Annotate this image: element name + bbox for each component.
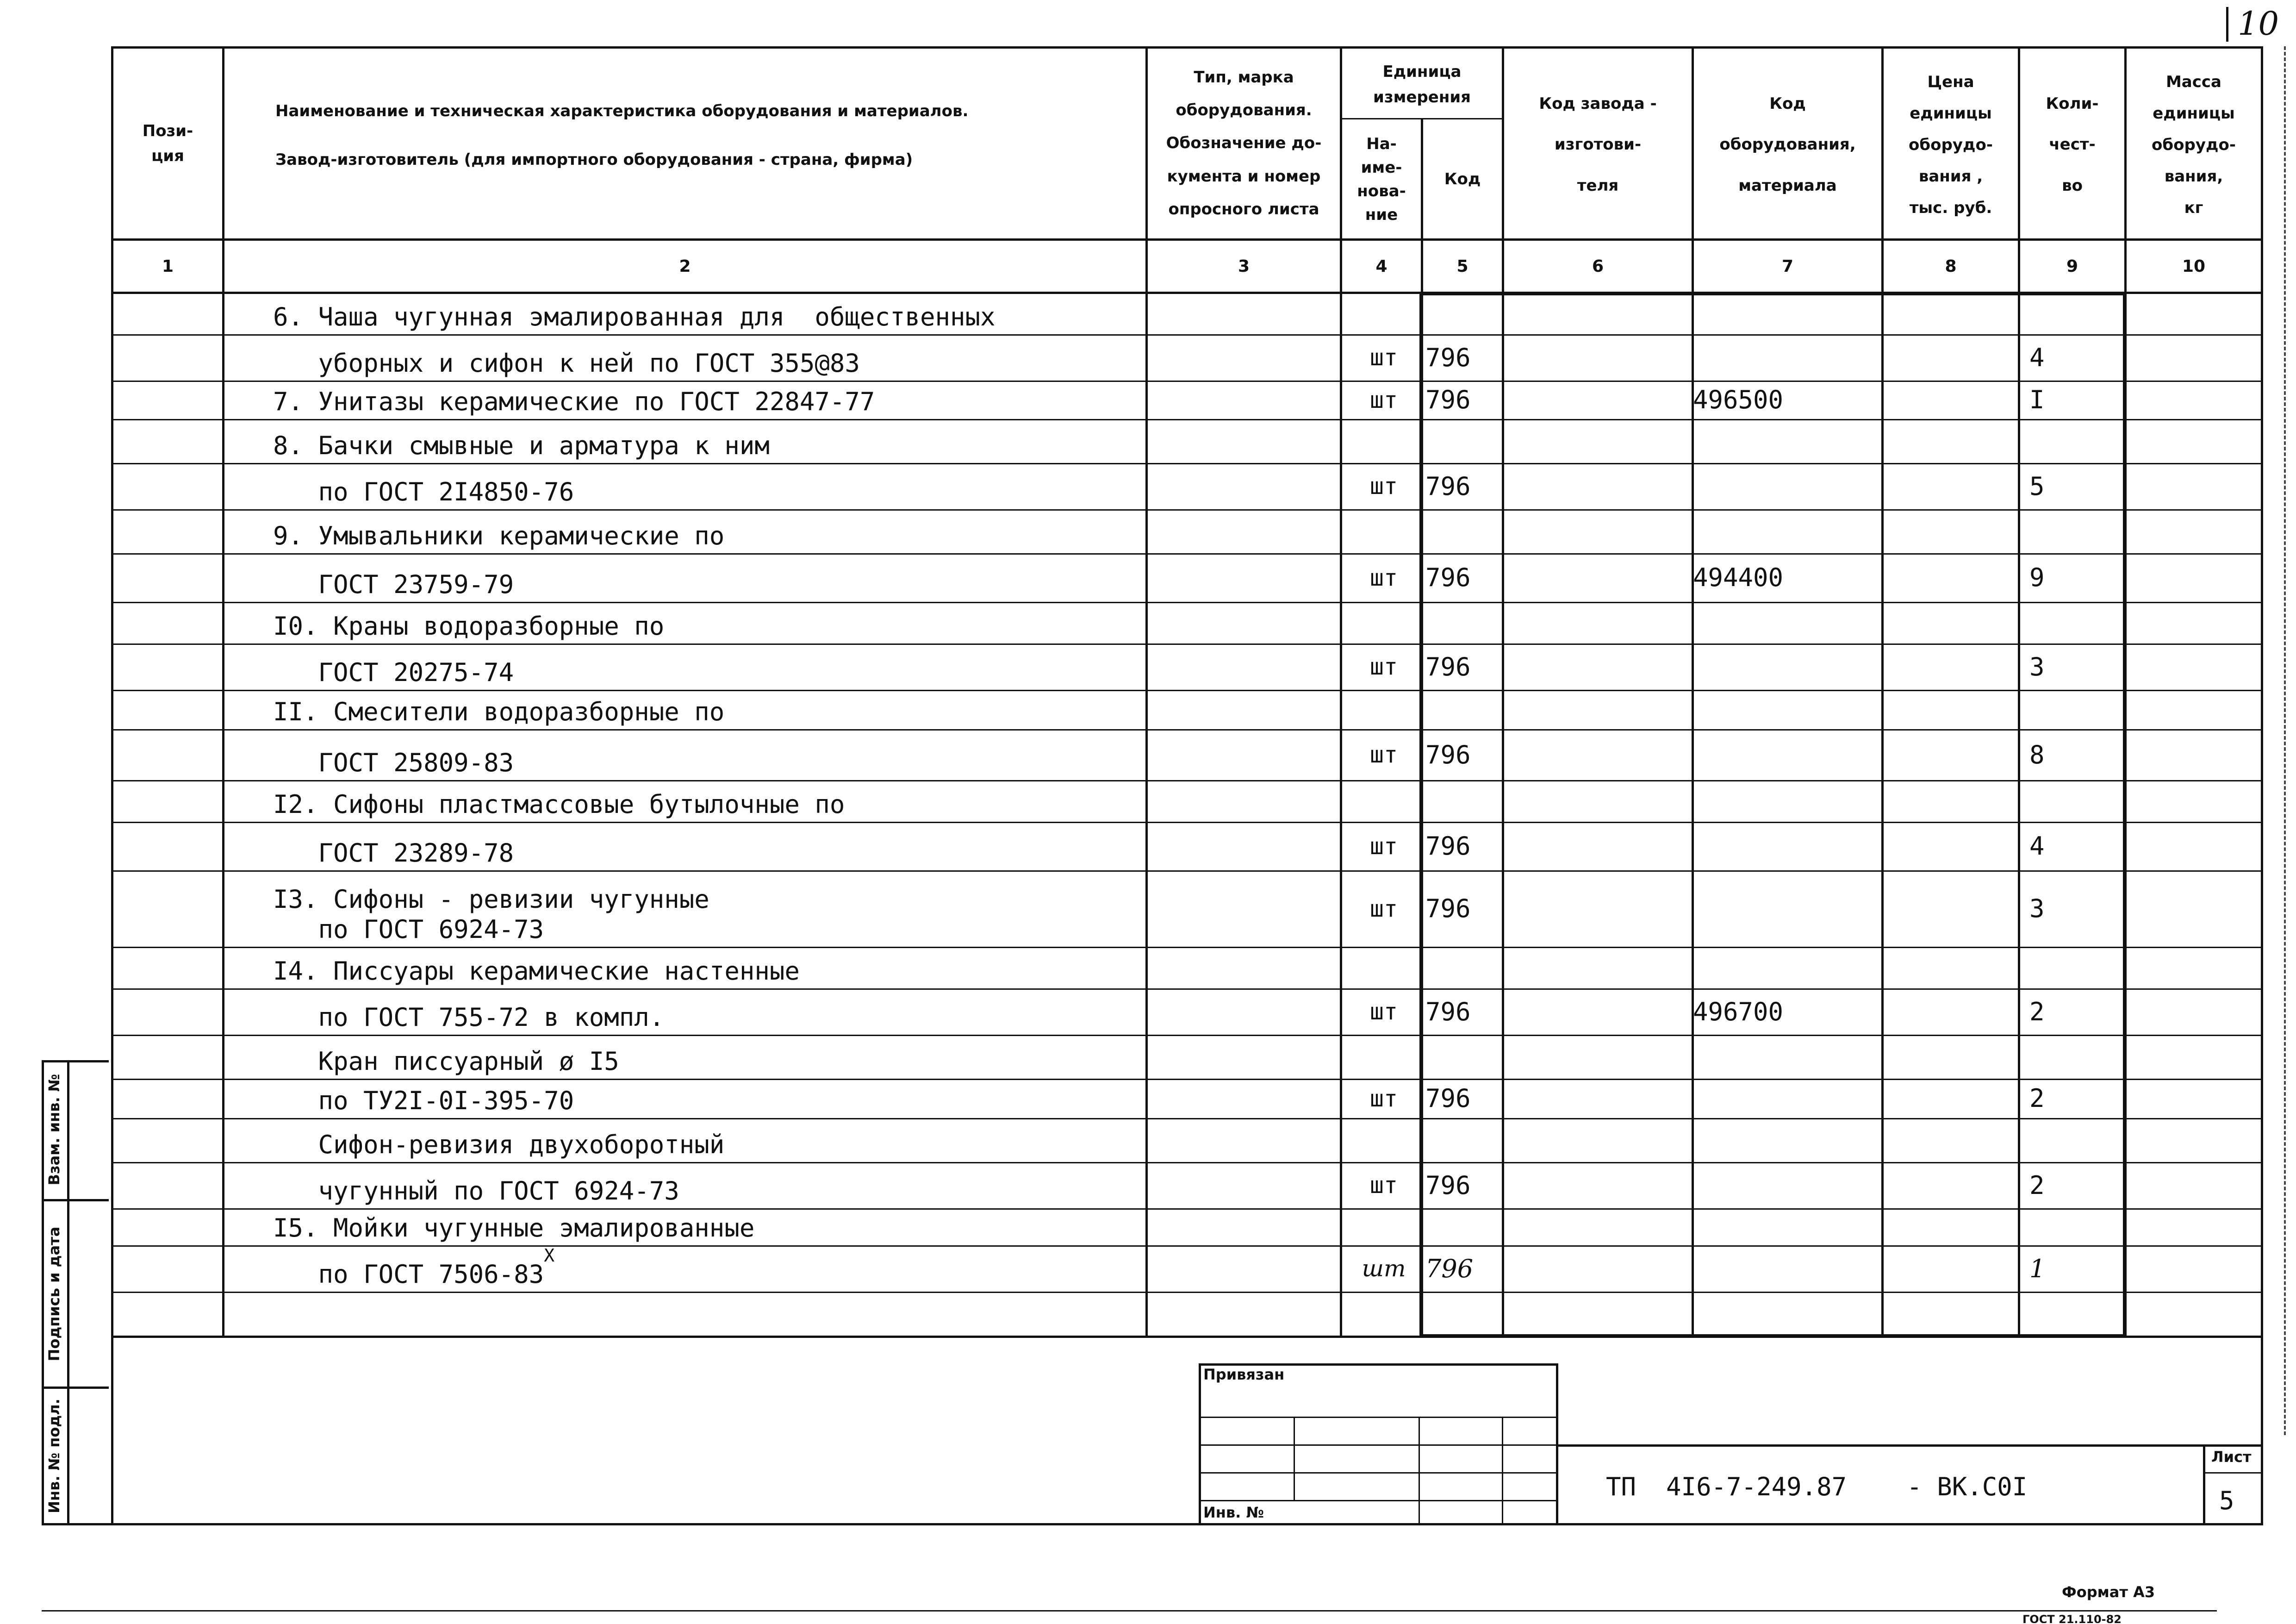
row-material-code: 494400 bbox=[1693, 563, 1784, 592]
col-number-7: 7 bbox=[1781, 256, 1794, 276]
row-quantity: 4 bbox=[2029, 831, 2045, 861]
row-unit: шт bbox=[1362, 1255, 1406, 1282]
row-code: 796 bbox=[1425, 1254, 1474, 1283]
stamp-line-1 bbox=[1199, 1417, 1557, 1418]
row-quantity bbox=[2029, 1035, 2124, 1079]
header-col2-line2: Завод-изготовитель (для импортного оборудования - страна, фирма) bbox=[275, 150, 913, 169]
row-name: I2. Сифоны пластмассовые бутылочные по bbox=[273, 790, 845, 819]
row-material-code bbox=[1693, 870, 1878, 947]
list-box-left bbox=[2203, 1444, 2205, 1525]
row-material-code bbox=[1693, 334, 1878, 381]
side-label-inv-podl: Инв. № подл. bbox=[45, 1399, 63, 1513]
row-quantity: 3 bbox=[2029, 652, 2045, 681]
row-name: уборных и сифон к ней по ГОСТ 355@83 bbox=[273, 349, 860, 378]
col-number-4: 4 bbox=[1375, 256, 1388, 276]
row-code: 796 bbox=[1425, 471, 1471, 501]
row-code: 796 bbox=[1425, 652, 1471, 681]
row-quantity bbox=[2029, 419, 2124, 463]
row-unit: шт bbox=[1369, 1172, 1398, 1199]
row-unit bbox=[1347, 1208, 1421, 1245]
row-name bbox=[273, 1292, 1143, 1336]
header-col7: Код оборудования, материала bbox=[1719, 94, 1856, 195]
row-unit: шт bbox=[1369, 344, 1398, 371]
row-material-code bbox=[1693, 419, 1878, 463]
col-number-6: 6 bbox=[1592, 256, 1604, 276]
side-label-podpis: Подпись и дата bbox=[45, 1226, 63, 1362]
row-material-code bbox=[1693, 1118, 1878, 1162]
row-code bbox=[1425, 690, 1502, 729]
row-unit bbox=[1347, 419, 1421, 463]
col-line-5 bbox=[1502, 46, 1504, 1338]
row-code: 796 bbox=[1425, 997, 1471, 1026]
row-quantity: 2 bbox=[2029, 997, 2045, 1026]
row-name: I5. Мойки чугунные эмалированные bbox=[273, 1213, 755, 1243]
row-name: ГОСТ 23289-78 bbox=[273, 838, 514, 868]
footer-line bbox=[42, 1610, 2217, 1612]
row-quantity bbox=[2029, 602, 2124, 643]
frame-bottom bbox=[42, 1523, 2263, 1525]
header-col1: Пози- ция bbox=[142, 121, 193, 165]
row-name: по ГОСТ 755-72 в компл. bbox=[273, 1003, 665, 1032]
row-quantity bbox=[2029, 509, 2124, 553]
row-code: 796 bbox=[1425, 343, 1471, 372]
header-col5: Код bbox=[1444, 170, 1481, 189]
row-unit bbox=[1347, 509, 1421, 553]
list-box-divider bbox=[2203, 1472, 2263, 1474]
header-unit-group: Единица измерения bbox=[1373, 62, 1471, 106]
row-code: 796 bbox=[1425, 740, 1471, 769]
corner-page-number: 10 bbox=[2238, 5, 2279, 43]
stamp-vline-1 bbox=[1294, 1417, 1295, 1500]
row-name: ГОСТ 25809-83 bbox=[273, 748, 514, 778]
row-name: 8. Бачки смывные и арматура к ним bbox=[273, 431, 770, 461]
row-unit: шт bbox=[1369, 895, 1398, 922]
frame-right bbox=[2261, 46, 2263, 1525]
row-quantity bbox=[2029, 947, 2124, 988]
row-name: 6. Чаша чугунная эмалированная для общественных bbox=[273, 302, 996, 332]
corner-divider bbox=[2226, 7, 2228, 42]
row-code bbox=[1425, 1118, 1502, 1162]
row-code bbox=[1425, 1292, 1502, 1336]
col-number-5: 5 bbox=[1456, 256, 1468, 276]
col-line-3 bbox=[1340, 46, 1342, 1338]
right-edge-dashes bbox=[2284, 46, 2286, 1435]
row-quantity bbox=[2029, 690, 2124, 729]
row-code bbox=[1425, 780, 1502, 822]
row-quantity: 1 bbox=[2029, 1254, 2046, 1283]
row-quantity bbox=[2029, 780, 2124, 822]
frame-top bbox=[111, 46, 2263, 49]
row-code: 796 bbox=[1425, 563, 1471, 592]
row-material-code bbox=[1693, 1035, 1878, 1079]
row-name: 9. Умывальники керамические по bbox=[273, 521, 725, 551]
row-material-code bbox=[1693, 822, 1878, 870]
row-unit: шт bbox=[1369, 473, 1398, 500]
header-col2-line1: Наименование и техническая характеристика оборудования и материалов. bbox=[275, 101, 969, 120]
row-quantity: 3 bbox=[2029, 894, 2045, 923]
row-material-code bbox=[1693, 1079, 1878, 1118]
row-code bbox=[1425, 602, 1502, 643]
stamp-inv-no: Инв. № bbox=[1203, 1504, 1264, 1521]
row-quantity: 2 bbox=[2029, 1084, 2045, 1113]
row-name: по ГОСТ 2I4850-76 bbox=[273, 477, 574, 507]
row-unit: шт bbox=[1369, 653, 1398, 680]
row-material-code: 496700 bbox=[1693, 997, 1784, 1026]
header-col8: Цена единицы оборудо- вания , тыс. руб. bbox=[1909, 72, 1993, 217]
row-material-code bbox=[1693, 780, 1878, 822]
row-material-code bbox=[1693, 1208, 1878, 1245]
list-label: Лист bbox=[2211, 1448, 2252, 1466]
row-quantity bbox=[2029, 1292, 2124, 1336]
row-name: ГОСТ 23759-79 bbox=[273, 570, 514, 600]
col-number-9: 9 bbox=[2066, 256, 2078, 276]
col-number-2: 2 bbox=[679, 256, 691, 276]
title-block-top bbox=[1556, 1444, 2263, 1447]
row-name: I3. Сифоны - ревизии чугунные по ГОСТ 6924-73 bbox=[273, 885, 709, 944]
col-number-1: 1 bbox=[162, 256, 174, 276]
row-material-code bbox=[1693, 1162, 1878, 1208]
row-name: чугунный по ГОСТ 6924-73 bbox=[273, 1176, 679, 1206]
side-strip-left bbox=[42, 1060, 44, 1525]
row-name: I0. Краны водоразборные по bbox=[273, 612, 665, 641]
row-name: Сифон-ревизия двухоборотный bbox=[273, 1130, 725, 1160]
footer-gost: ГОСТ 21.110-82 bbox=[2022, 1613, 2122, 1623]
row-material-code bbox=[1693, 463, 1878, 509]
row-material-code bbox=[1693, 1245, 1878, 1292]
row-material-code bbox=[1693, 690, 1878, 729]
row-name: 7. Унитазы керамические по ГОСТ 22847-77 bbox=[273, 387, 875, 417]
row-quantity: 5 bbox=[2029, 471, 2045, 501]
row-material-code bbox=[1693, 602, 1878, 643]
row-name: II. Смесители водоразборные по bbox=[273, 697, 725, 727]
row-quantity bbox=[2029, 295, 2124, 334]
stamp-vline-3 bbox=[1502, 1417, 1503, 1525]
row-unit bbox=[1347, 602, 1421, 643]
col-number-3: 3 bbox=[1238, 256, 1250, 276]
stamp-vline-2 bbox=[1419, 1417, 1420, 1525]
row-name: I4. Писсуары керамические настенные bbox=[273, 956, 800, 986]
row-material-code: 496500 bbox=[1693, 385, 1784, 414]
header-col6: Код завода - изготови- теля bbox=[1539, 94, 1657, 195]
row-quantity: I bbox=[2029, 385, 2045, 414]
row-material-code bbox=[1693, 729, 1878, 780]
col-line-1 bbox=[222, 46, 224, 1338]
row-material-code bbox=[1693, 643, 1878, 690]
row-code: 796 bbox=[1425, 894, 1471, 923]
col-number-8: 8 bbox=[1945, 256, 1957, 276]
row-code bbox=[1425, 419, 1502, 463]
stamp-line-2 bbox=[1199, 1444, 1557, 1446]
side-label-vzam: Взам. инв. № bbox=[45, 1074, 63, 1186]
row-quantity: 9 bbox=[2029, 563, 2045, 592]
row-name: по ТУ2I-0I-395-70 bbox=[273, 1086, 574, 1116]
row-unit: шт bbox=[1369, 1085, 1398, 1112]
row-unit bbox=[1347, 1035, 1421, 1079]
row-code bbox=[1425, 1035, 1502, 1079]
row-unit bbox=[1347, 1118, 1421, 1162]
stamp-privyazan: Привязан bbox=[1203, 1366, 1285, 1383]
header-col9: Коли- чест- во bbox=[2046, 94, 2099, 195]
row-quantity: 8 bbox=[2029, 740, 2045, 769]
header-col10: Масса единицы оборудо- вания, кг bbox=[2152, 72, 2236, 217]
stamp-line-4 bbox=[1199, 1500, 1557, 1501]
row-quantity: 2 bbox=[2029, 1170, 2045, 1200]
row-unit bbox=[1347, 295, 1421, 334]
col-line-8 bbox=[2018, 46, 2020, 1338]
row-code bbox=[1425, 509, 1502, 553]
row-name-superscript: X bbox=[544, 1245, 555, 1266]
row-code: 796 bbox=[1425, 831, 1471, 861]
row-unit: шт bbox=[1369, 741, 1398, 768]
doc-code: ТП 4I6-7-249.87 - ВК.С0I bbox=[1606, 1472, 2028, 1501]
header-col3: Тип, марка оборудования. Обозначение до- кумента и номер опросного листа bbox=[1166, 68, 1322, 219]
header-col4: На- име- нова- ние bbox=[1357, 134, 1406, 224]
row-material-code bbox=[1693, 295, 1878, 334]
row-code bbox=[1425, 295, 1502, 334]
row-quantity: 4 bbox=[2029, 343, 2045, 372]
col-number-10: 10 bbox=[2182, 256, 2206, 276]
row-name: ГОСТ 20275-74 bbox=[273, 658, 514, 687]
row-quantity bbox=[2029, 1118, 2124, 1162]
row-unit: шт bbox=[1369, 564, 1398, 591]
list-number: 5 bbox=[2219, 1486, 2234, 1515]
row-unit bbox=[1347, 947, 1421, 988]
col-line-2 bbox=[1145, 46, 1148, 1338]
row-code bbox=[1425, 1208, 1502, 1245]
row-quantity bbox=[2029, 1208, 2124, 1245]
stamp-line-3 bbox=[1199, 1472, 1557, 1474]
row-name: Кран писсуарный ø I5 bbox=[273, 1047, 619, 1076]
row-unit bbox=[1347, 780, 1421, 822]
footer-format: Формат А3 bbox=[2062, 1583, 2155, 1601]
row-name: по ГОСТ 7506-83 X bbox=[273, 1245, 555, 1289]
row-material-code bbox=[1693, 1292, 1878, 1336]
row-code: 796 bbox=[1425, 1084, 1471, 1113]
row-unit bbox=[1347, 690, 1421, 729]
row-unit: шт bbox=[1369, 386, 1398, 413]
row-unit: шт bbox=[1369, 832, 1398, 860]
row-code: 796 bbox=[1425, 385, 1471, 414]
row-material-code bbox=[1693, 947, 1878, 988]
row-code bbox=[1425, 947, 1502, 988]
row-unit: шт bbox=[1369, 998, 1398, 1025]
row-code: 796 bbox=[1425, 1170, 1471, 1200]
side-strip-mid bbox=[67, 1060, 69, 1525]
col-line-7 bbox=[1881, 46, 1884, 1338]
row-unit bbox=[1347, 1292, 1421, 1336]
stamp-top-line bbox=[111, 1336, 2263, 1338]
row-material-code bbox=[1693, 509, 1878, 553]
